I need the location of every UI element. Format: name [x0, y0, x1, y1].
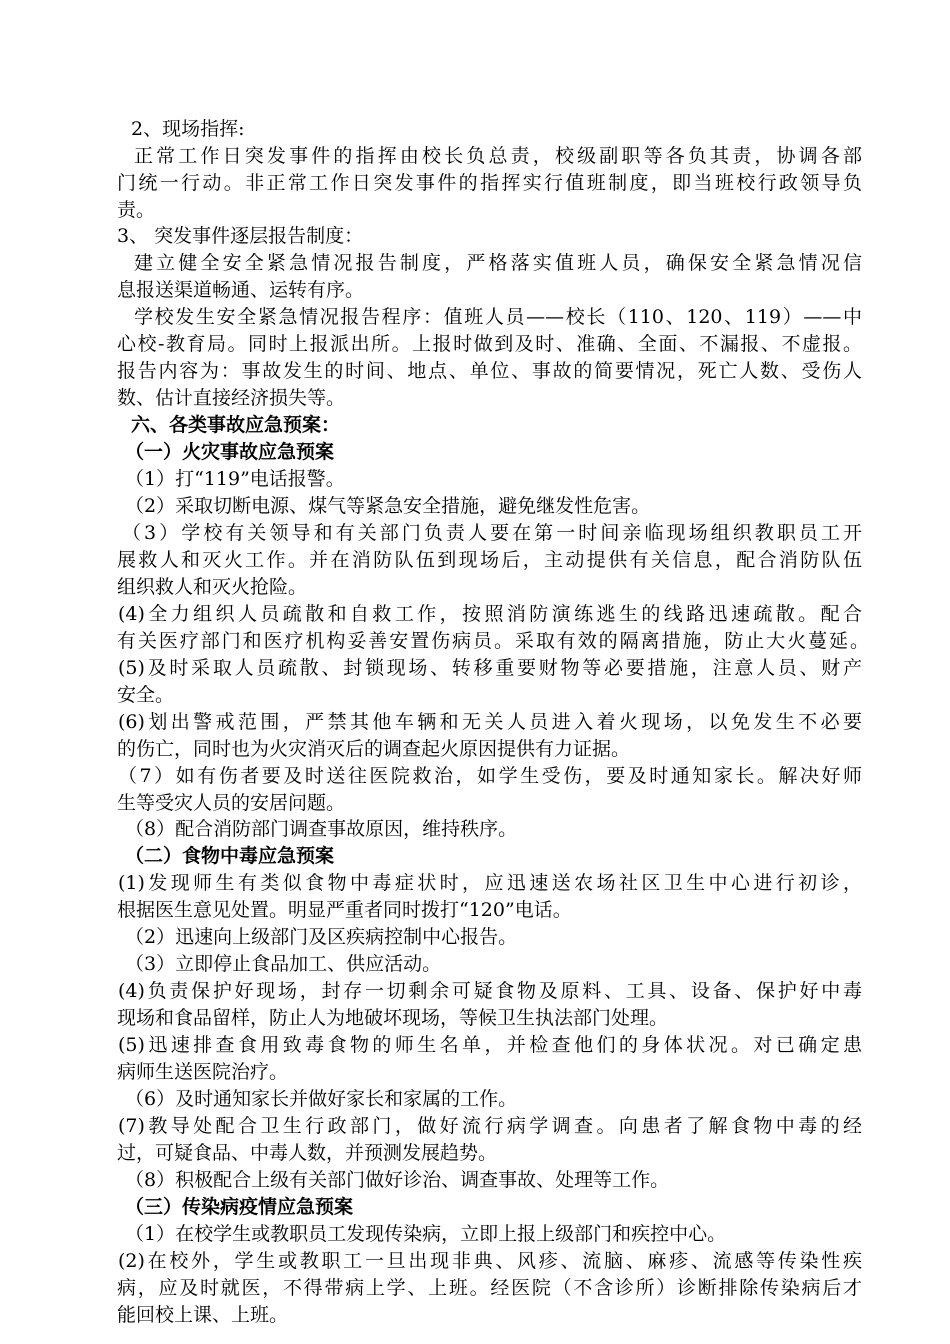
- subsection-heading-infectious-disease: （三）传染病疫情应急预案: [125, 1196, 354, 1218]
- paragraph-line: 病，应及时就医，不得带病上学、上班。经医院（不含诊所）诊断排除传染病后才: [117, 1277, 862, 1299]
- list-item: (5)及时采取人员疏散、封锁现场、转移重要财物等必要措施，注意人员、财产: [118, 657, 862, 679]
- paragraph-line: 的伤亡，同时也为火灾消灭后的调查起火原因提供有力证据。: [117, 738, 631, 760]
- paragraph-line: 心校-教育局。同时上报派出所。上报时做到及时、准确、全面、不漏报、不虚报。: [117, 333, 862, 355]
- paragraph-line: 数、估计直接经济损失等。: [117, 387, 346, 409]
- list-item: (6)划出警戒范围，严禁其他车辆和无关人员进入着火现场，以免发生不必要: [118, 711, 862, 733]
- paragraph-line: 现场和食品留样，防止人为地破坏现场，等候卫生执法部门处理。: [117, 1007, 669, 1029]
- list-item: (1)发现师生有类似食物中毒症状时，应迅速送农场社区卫生中心进行初诊，: [118, 872, 862, 894]
- list-item: (4)负责保护好现场，封存一切剩余可疑食物及原料、工具、设备、保护好中毒: [118, 980, 862, 1002]
- list-item: （8）配合消防部门调查事故原因，维持秩序。: [125, 818, 518, 840]
- list-item: （6）及时通知家长并做好家长和家属的工作。: [125, 1088, 518, 1110]
- paragraph-line: 病师生送医院治疗。: [117, 1061, 289, 1083]
- list-item: （7）如有伤者要及时送往医院救治，如学生受伤，要及时通知家长。解决好师: [118, 765, 862, 787]
- paragraph-line: 建立健全安全紧急情况报告制度，严格落实值班人员，确保安全紧急情况信: [134, 252, 862, 274]
- paragraph-line: 过，可疑食品、中毒人数，并预测发展趋势。: [117, 1142, 498, 1164]
- section-heading-on-site-command: 2、现场指挥:: [131, 118, 245, 140]
- subsection-heading-fire: （一）火灾事故应急预案: [125, 441, 335, 463]
- paragraph-line: 报告内容为：事故发生的时间、地点、单位、事故的简要情况，死亡人数、受伤人: [117, 360, 862, 382]
- list-item: （2）采取切断电源、煤气等紧急安全措施，避免继发性危害。: [125, 495, 651, 517]
- subsection-heading-food-poisoning: （二）食物中毒应急预案: [125, 845, 335, 867]
- list-item: (4)全力组织人员疏散和自救工作，按照消防演练逃生的线路迅速疏散。配合: [118, 603, 862, 625]
- list-item: （2）迅速向上级部门及区疾病控制中心报告。: [125, 926, 518, 948]
- list-item: （3）学校有关领导和有关部门负责人要在第一时间亲临现场组织教职员工开: [122, 522, 862, 544]
- list-item: (2)在校外，学生或教职工一旦出现非典、风疹、流脑、麻疹、流感等传染性疾: [118, 1250, 862, 1272]
- list-item: （8）积极配合上级有关部门做好诊治、调查事故、处理等工作。: [125, 1169, 670, 1191]
- section-heading-emergency-plans: 六、各类事故应急预案：: [131, 414, 341, 436]
- paragraph-line: 门统一行动。非正常工作日突发事件的指挥实行值班制度，即当班校行政领导负: [117, 172, 862, 194]
- list-item: （1）打“119”电话报警。: [125, 468, 345, 490]
- paragraph-line: 安全。: [117, 684, 175, 706]
- paragraph-line: 责。: [117, 199, 156, 221]
- paragraph-line: 正常工作日突发事件的指挥由校长负总责，校级副职等各负其责，协调各部: [134, 145, 862, 167]
- section-heading-reporting-system: 3、 突发事件逐层报告制度：: [117, 225, 364, 247]
- paragraph-line: 有关医疗部门和医疗机构妥善安置伤病员。采取有效的隔离措施，防止大火蔓延。: [117, 630, 869, 652]
- paragraph-line: 生等受灾人员的安居问题。: [117, 792, 346, 814]
- paragraph-line: 学校发生安全紧急情况报告程序：值班人员——校长（110、120、119）——中: [134, 306, 862, 328]
- list-item: (5)迅速排查食用致毒食物的师生名单，并检查他们的身体状况。对已确定患: [118, 1034, 862, 1056]
- paragraph-line: 根据医生意见处置。明显严重者同时拨打“120”电话。: [117, 899, 572, 921]
- list-item: （3）立即停止食品加工、供应活动。: [125, 953, 442, 975]
- paragraph-line: 能回校上课、上班。: [117, 1304, 289, 1326]
- paragraph-line: 组织救人和灭火抢险。: [117, 576, 308, 598]
- list-item: （1）在校学生或教职员工发现传染病，立即上报上级部门和疾控中心。: [125, 1223, 727, 1245]
- paragraph-line: 展救人和灭火工作。并在消防队伍到现场后，主动提供有关信息，配合消防队伍: [117, 549, 862, 571]
- list-item: (7)教导处配合卫生行政部门，做好流行病学调查。向患者了解食物中毒的经: [118, 1115, 862, 1137]
- paragraph-line: 息报送渠道畅通、运转有序。: [117, 279, 365, 301]
